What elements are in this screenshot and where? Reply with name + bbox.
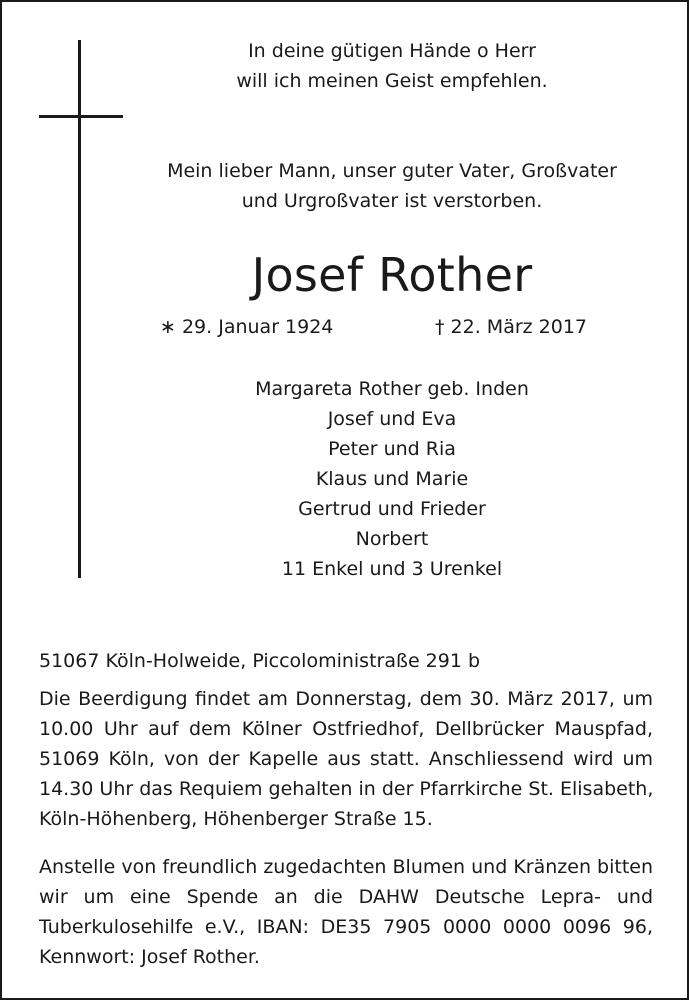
mourner: Norbert <box>355 528 429 550</box>
intro-text <box>132 156 652 216</box>
burial-info <box>39 684 653 834</box>
death-date: † 22. März 2017 <box>435 316 588 338</box>
life-dates <box>2 312 689 342</box>
birth-date: ∗ 29. Januar 1924 <box>160 316 334 338</box>
address: 51067 Köln-Holweide, Piccoloministraße 291 b <box>39 650 481 672</box>
donation-line: Kennwort: Josef Rother. <box>39 946 260 968</box>
donation-line: Anstelle von freundlich zugedachten Blumen und Kränzen bitten <box>39 856 653 878</box>
verse-line: In deine gütigen Hände o Herr <box>248 40 536 62</box>
mourners-list <box>132 374 652 584</box>
intro-line: Mein lieber Mann, unser guter Vater, Großvater <box>167 160 617 182</box>
verse-line: will ich meinen Geist empfehlen. <box>236 70 548 92</box>
burial-line: 14.30 Uhr das Requiem gehalten in der Pfarrkirche St. Elisabeth, <box>39 778 654 800</box>
burial-line: Köln-Höhenberg, Höhenberger Straße 15. <box>39 808 433 830</box>
mourner: Klaus und Marie <box>315 468 469 490</box>
mourner: Peter und Ria <box>328 438 456 460</box>
mourner: Margareta Rother geb. Inden <box>255 378 529 400</box>
deceased-name: Josef Rother <box>251 248 533 302</box>
mourner: 11 Enkel und 3 Urenkel <box>281 558 503 580</box>
burial-line: 51069 Köln, von der Kapelle aus statt. Anschliessend wird um <box>39 748 653 770</box>
intro-line: und Urgroßvater ist verstorben. <box>241 190 543 212</box>
mourner: Josef und Eva <box>327 408 457 430</box>
mourner: Gertrud und Frieder <box>298 498 486 520</box>
cross-icon-horizontal <box>39 115 123 118</box>
donation-info <box>39 852 653 972</box>
cross-icon-vertical <box>78 40 81 578</box>
burial-line: Die Beerdigung findet am Donnerstag, dem 30. März 2017, um <box>39 688 653 710</box>
donation-line: Tuberkulosehilfe e.V., IBAN: DE35 7905 0000 0000 0096 96, <box>39 916 653 938</box>
donation-line: wir um eine Spende an die DAHW Deutsche Lepra- und <box>39 886 653 908</box>
verse <box>132 36 652 96</box>
burial-line: 10.00 Uhr auf dem Kölner Ostfriedhof, Dellbrücker Mauspfad, <box>39 718 653 740</box>
